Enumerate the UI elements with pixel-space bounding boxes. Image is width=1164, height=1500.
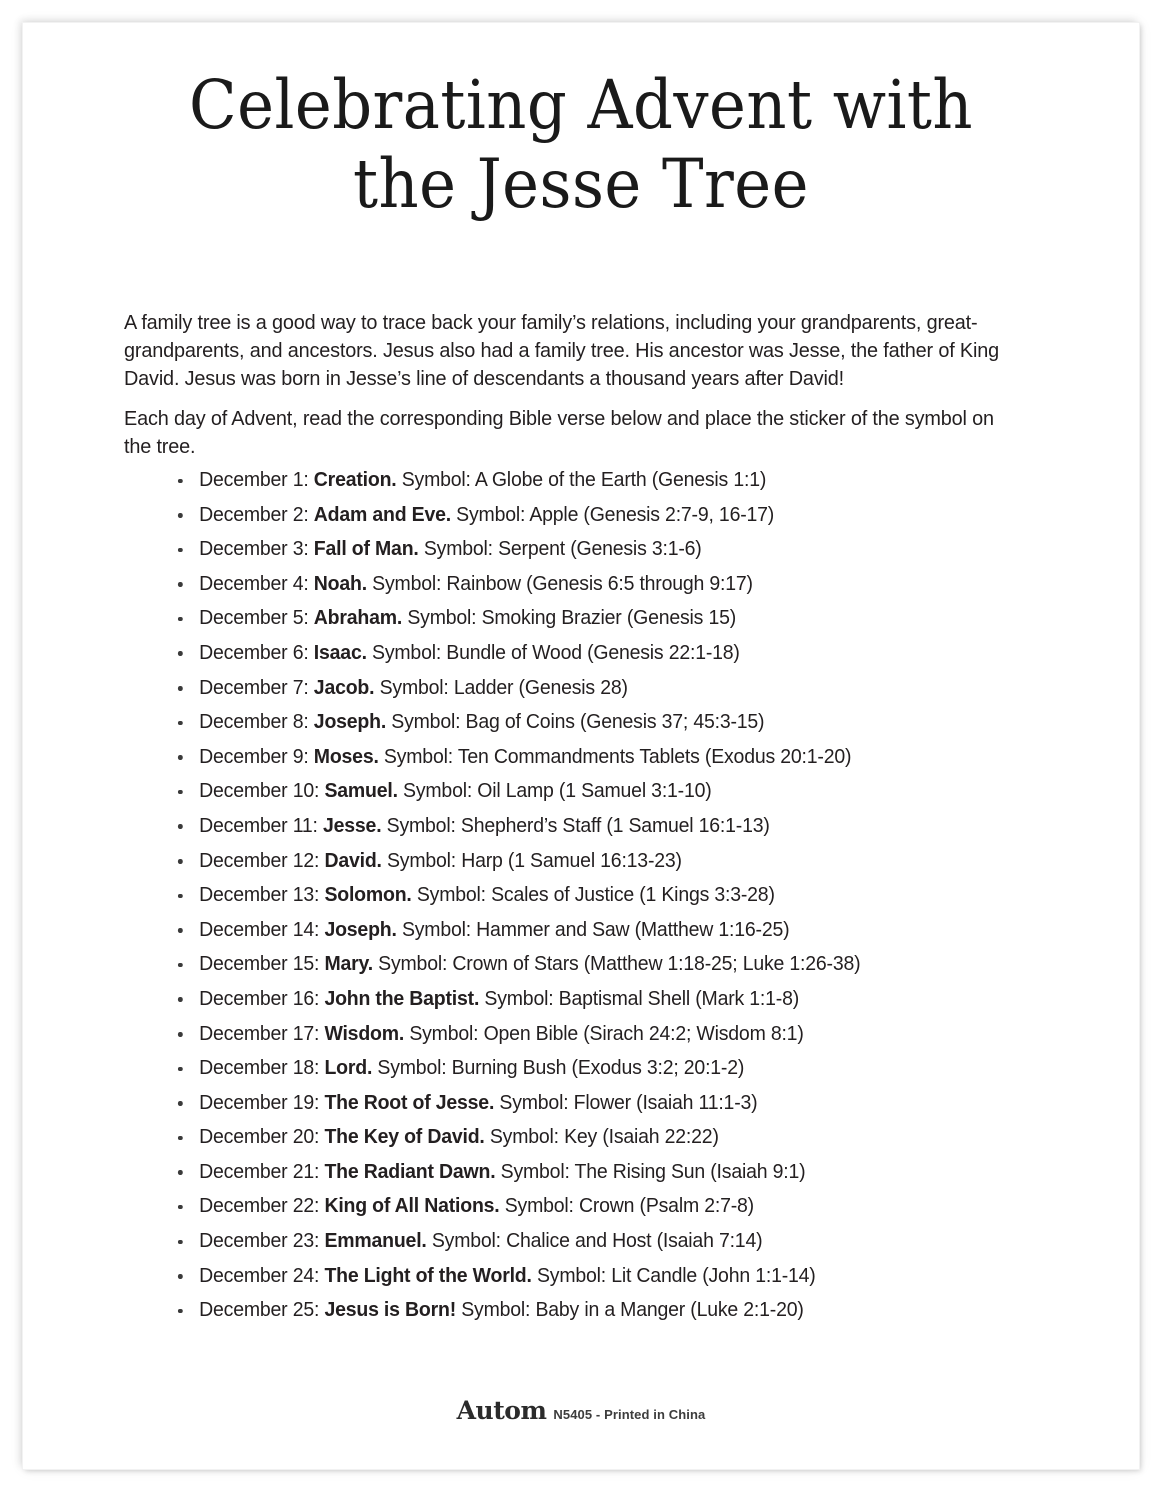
list-item-detail: Symbol: Smoking Brazier (Genesis 15)	[407, 607, 737, 630]
list-item-name: Creation.	[313, 469, 397, 491]
list-item	[176, 1017, 1045, 1052]
list-item	[176, 982, 1045, 1017]
list-item	[176, 705, 1045, 740]
bullet-icon	[178, 617, 182, 622]
list-item-detail: Symbol: Key (Isaiah 22:22)	[489, 1126, 719, 1149]
product-code: N5405 - Printed in China	[553, 1407, 706, 1422]
bullet-icon	[178, 755, 182, 760]
list-item-day: December 17:	[199, 1022, 320, 1045]
list-item-day: December 12:	[199, 849, 320, 872]
list-item-day: December 18:	[199, 1057, 320, 1080]
list-item-day: December 11:	[199, 814, 318, 837]
list-item	[176, 1051, 1045, 1086]
page-title-line-2: the Jesse Tree	[353, 145, 809, 223]
list-item-day: December 22:	[199, 1195, 320, 1218]
list-item-detail: Symbol: Baby in a Manger (Luke 2:1-20)	[461, 1299, 804, 1322]
list-item-name: Jacob.	[313, 676, 375, 699]
bullet-icon	[178, 513, 182, 518]
list-item-day: December 9:	[199, 745, 309, 768]
list-item-detail: Symbol: Ten Commandments Tablets (Exodus 20:1-20)	[383, 745, 852, 768]
list-item-name: The Light of the World.	[324, 1264, 532, 1287]
list-item-detail: Symbol: Flower (Isaiah 11:1-3)	[499, 1091, 758, 1114]
list-item	[176, 844, 1045, 879]
list-item	[176, 636, 1045, 671]
bullet-icon	[178, 859, 182, 864]
bullet-icon	[178, 479, 182, 484]
list-item-name: Moses.	[313, 745, 379, 768]
bullet-icon	[178, 1136, 182, 1141]
list-item	[176, 809, 1045, 844]
list-item-detail: Symbol: Harp (1 Samuel 16:13-23)	[386, 849, 682, 872]
list-item	[176, 774, 1045, 809]
list-item-name: King of All Nations.	[324, 1195, 500, 1218]
list-item-day: December 21:	[199, 1160, 320, 1183]
bullet-icon	[178, 721, 182, 726]
bullet-icon	[178, 997, 182, 1002]
list-item-detail: Symbol: Baptismal Shell (Mark 1:1-8)	[484, 987, 800, 1010]
list-item	[176, 1155, 1045, 1190]
list-item-name: Joseph.	[324, 918, 397, 941]
list-item	[176, 740, 1045, 775]
list-item-name: Fall of Man.	[313, 538, 419, 561]
list-item-name: Samuel.	[324, 780, 398, 803]
list-item	[176, 1120, 1045, 1155]
list-item-detail: Symbol: Shepherd’s Staff (1 Samuel 16:1-13)	[386, 814, 770, 837]
list-item	[176, 1189, 1045, 1224]
bullet-icon	[178, 1067, 182, 1072]
list-item-name: John the Baptist.	[324, 987, 480, 1010]
list-item-detail: Symbol: Crown of Stars (Matthew 1:18-25; Luke 1:26-38)	[378, 953, 861, 976]
list-item-detail: Symbol: Crown (Psalm 2:7-8)	[504, 1195, 754, 1218]
sheet-content	[23, 23, 1139, 1469]
list-item-name: Mary.	[324, 953, 373, 976]
list-item	[176, 671, 1045, 706]
list-item-day: December 7:	[199, 676, 309, 699]
list-item-detail: Symbol: The Rising Sun (Isaiah 9:1)	[500, 1160, 806, 1183]
list-item	[176, 878, 1045, 913]
list-item	[176, 1086, 1045, 1121]
list-item-day: December 13:	[199, 884, 320, 907]
list-item	[176, 1259, 1045, 1294]
list-item-detail: Symbol: Hammer and Saw (Matthew 1:16-25)	[401, 918, 790, 941]
list-item-name: The Radiant Dawn.	[324, 1160, 496, 1183]
list-item-name: Isaac.	[313, 641, 367, 664]
bullet-icon	[178, 1309, 182, 1314]
list-item-day: December 3:	[199, 538, 309, 561]
list-item-name: The Root of Jesse.	[324, 1091, 495, 1114]
list-item-day: December 10:	[199, 780, 320, 803]
list-item	[176, 567, 1045, 602]
list-item-day: December 6:	[199, 641, 309, 664]
list-item	[176, 1293, 1045, 1328]
bullet-icon	[178, 1101, 182, 1106]
paper-sheet	[23, 23, 1139, 1469]
list-item-name: Emmanuel.	[324, 1230, 427, 1253]
list-item-detail: Symbol: Serpent (Genesis 3:1-6)	[423, 538, 702, 561]
bullet-icon	[178, 651, 182, 656]
list-item-name: Noah.	[313, 572, 367, 595]
list-item-day: December 16:	[199, 987, 320, 1010]
list-item-name: David.	[324, 849, 382, 872]
page-title-line-1: Celebrating Advent with	[188, 66, 974, 144]
bullet-icon	[178, 824, 182, 829]
intro-paragraph-1: A family tree is a good way to trace back your family’s relations, including your grandparents, great-grandparents, and ancestors. Jesus also had a family tree. His ancestor was Jesse, the father of King David. Jesus was born in Jesse’s line of descendants a thousand years after David!	[124, 310, 1000, 391]
list-item	[176, 532, 1045, 567]
list-item-day: December 14:	[199, 918, 320, 941]
list-item	[176, 498, 1045, 533]
bullet-icon	[178, 582, 182, 587]
list-item-day: December 25:	[199, 1299, 320, 1322]
list-item-detail: Symbol: A Globe of the Earth (Genesis 1:1)	[401, 469, 767, 491]
list-item-detail: Symbol: Chalice and Host (Isaiah 7:14)	[431, 1230, 763, 1253]
bullet-icon	[178, 1240, 182, 1245]
list-item-day: December 4:	[199, 572, 309, 595]
list-item-day: December 1:	[199, 469, 309, 491]
bullet-icon	[178, 1032, 182, 1037]
list-item-detail: Symbol: Scales of Justice (1 Kings 3:3-28)	[416, 884, 775, 907]
list-item-detail: Symbol: Open Bible (Sirach 24:2; Wisdom 8:1)	[409, 1022, 804, 1045]
list-item-day: December 23:	[199, 1230, 320, 1253]
list-item-name: Wisdom.	[324, 1022, 405, 1045]
autom-logo: Autom	[456, 1396, 547, 1425]
list-item	[176, 1224, 1045, 1259]
list-item-day: December 5:	[199, 607, 309, 630]
advent-list	[176, 463, 1076, 1328]
bullet-icon	[178, 894, 182, 899]
list-item-name: Joseph.	[313, 711, 387, 734]
bullet-icon	[178, 548, 182, 553]
list-item-day: December 20:	[199, 1126, 320, 1149]
bullet-icon	[178, 1205, 182, 1210]
list-item-detail: Symbol: Apple (Genesis 2:7-9, 16-17)	[456, 503, 775, 526]
bullet-icon	[178, 1274, 182, 1279]
bullet-icon	[178, 790, 182, 795]
list-item	[176, 947, 1045, 982]
list-item-day: December 24:	[199, 1264, 320, 1287]
list-item-detail: Symbol: Ladder (Genesis 28)	[379, 676, 628, 699]
list-item-detail: Symbol: Bag of Coins (Genesis 37; 45:3-15)	[391, 711, 765, 734]
list-item-name: Solomon.	[324, 884, 412, 907]
list-item-day: December 8:	[199, 711, 309, 734]
bullet-icon	[178, 963, 182, 968]
list-item-name: Lord.	[324, 1057, 373, 1080]
list-item	[176, 601, 1045, 636]
intro-paragraph-2: Each day of Advent, read the corresponding Bible verse below and place the sticker of the symbol on the tree.	[124, 406, 994, 458]
bullet-icon	[178, 686, 182, 691]
list-item-day: December 2:	[199, 503, 309, 526]
list-item-name: Jesus is Born!	[324, 1299, 457, 1322]
page-title	[23, 66, 1139, 223]
list-item-name: The Key of David.	[324, 1126, 485, 1149]
list-item	[176, 463, 1045, 498]
bullet-icon	[178, 928, 182, 933]
list-item-detail: Symbol: Burning Bush (Exodus 3:2; 20:1-2)	[377, 1057, 745, 1080]
list-item-detail: Symbol: Oil Lamp (1 Samuel 3:1-10)	[403, 780, 712, 803]
list-item-name: Adam and Eve.	[313, 503, 451, 526]
list-item-day: December 19:	[199, 1091, 320, 1114]
list-item	[176, 913, 1045, 948]
footer	[23, 1396, 1139, 1425]
list-item-name: Abraham.	[313, 607, 403, 630]
list-item-detail: Symbol: Lit Candle (John 1:1-14)	[536, 1264, 816, 1287]
bullet-icon	[178, 1170, 182, 1175]
list-item-day: December 15:	[199, 953, 320, 976]
list-item-detail: Symbol: Rainbow (Genesis 6:5 through 9:17)	[372, 572, 753, 595]
list-item-detail: Symbol: Bundle of Wood (Genesis 22:1-18)	[372, 641, 740, 664]
list-item-name: Jesse.	[322, 814, 382, 837]
